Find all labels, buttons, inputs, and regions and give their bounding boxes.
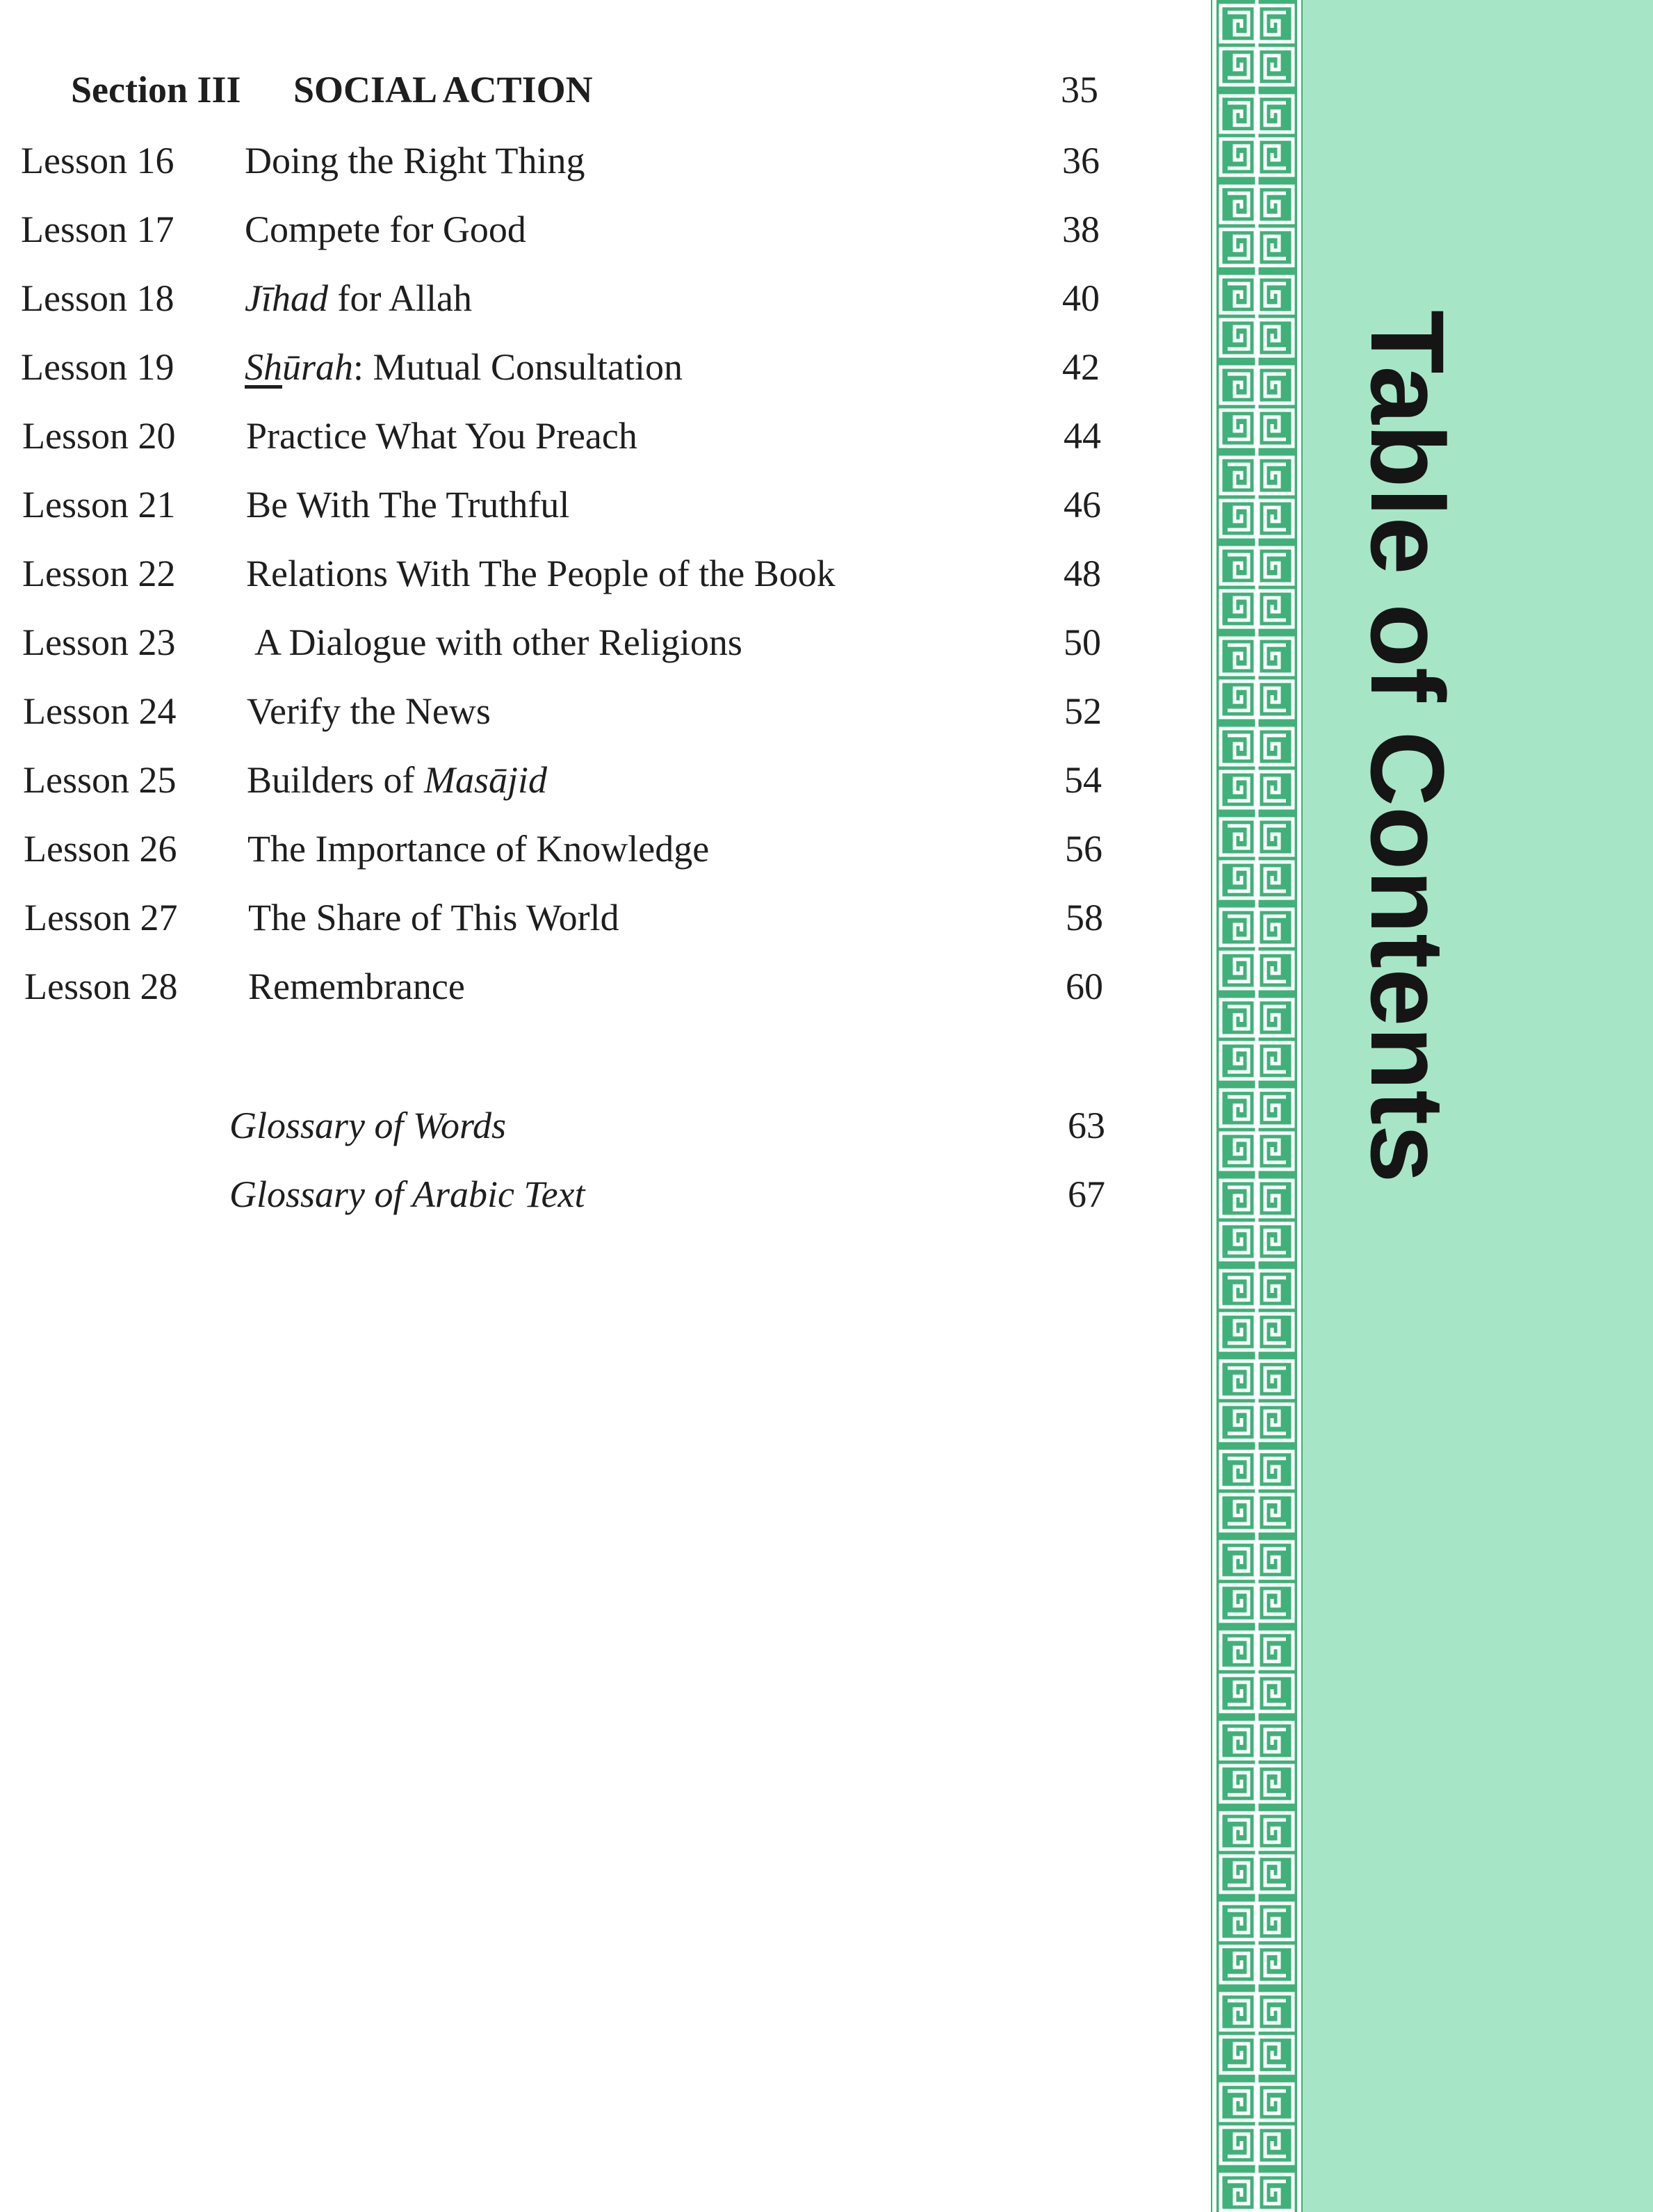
toc-entry-lesson-17[interactable] xyxy=(21,208,1168,257)
lesson-title-underlined: Sh xyxy=(245,346,282,388)
lesson-title xyxy=(247,758,547,802)
lesson-title: Be With The Truthful xyxy=(246,484,570,526)
glossary-title: Glossary of Words xyxy=(229,1105,507,1146)
lesson-title: Compete for Good xyxy=(245,209,526,250)
section-title: SOCIAL ACTION xyxy=(293,69,593,111)
toc-entry-lesson-24[interactable] xyxy=(23,690,1170,738)
glossary-title: Glossary of Arabic Text xyxy=(229,1173,585,1215)
toc-entry-lesson-19[interactable] xyxy=(21,345,1168,394)
toc-entry-glossary-arabic-text[interactable] xyxy=(0,1173,1147,1221)
toc-entry-lesson-27[interactable] xyxy=(24,896,1171,945)
lesson-label: Lesson 21 xyxy=(22,484,176,526)
lesson-title: Verify the News xyxy=(247,690,491,732)
lesson-page-number: 44 xyxy=(1064,415,1101,457)
lesson-page-number: 36 xyxy=(1062,140,1100,181)
lesson-title: The Share of This World xyxy=(248,897,619,938)
lesson-page-number: 60 xyxy=(1066,966,1103,1007)
lesson-label: Lesson 25 xyxy=(23,759,177,801)
vertical-title: Table of Contents xyxy=(1349,310,1466,1183)
lesson-page-number: 48 xyxy=(1064,553,1101,594)
lesson-page-number: 58 xyxy=(1066,897,1103,938)
lesson-label: Lesson 23 xyxy=(22,621,176,663)
glossary-page-number: 67 xyxy=(1068,1173,1105,1215)
lesson-page-number: 52 xyxy=(1064,690,1102,732)
lesson-title: Doing the Right Thing xyxy=(245,140,585,181)
glossary-page-number: 63 xyxy=(1068,1105,1105,1146)
lesson-label: Lesson 22 xyxy=(22,553,176,594)
lesson-title: The Importance of Knowledge xyxy=(247,828,710,870)
lesson-title: Relations With The People of the Book xyxy=(246,553,836,594)
lesson-label: Lesson 19 xyxy=(21,346,174,388)
toc-entry-lesson-25[interactable] xyxy=(23,758,1170,807)
section-header xyxy=(71,68,593,111)
lesson-title-italic: ūrah xyxy=(282,346,354,388)
section-page-number: 35 xyxy=(1061,69,1098,111)
lesson-title-italic: Masājid xyxy=(423,759,547,801)
lesson-page-number: 42 xyxy=(1062,346,1100,388)
toc-entry-lesson-28[interactable] xyxy=(24,965,1171,1014)
lesson-page-number: 46 xyxy=(1064,484,1101,526)
lesson-title-italic: Jīhad xyxy=(245,277,328,319)
toc-entry-glossary-words[interactable] xyxy=(0,1104,1147,1153)
lesson-title xyxy=(245,345,683,389)
lesson-title-rest: Builders of xyxy=(247,759,424,801)
lesson-page-number: 54 xyxy=(1064,759,1102,801)
toc-entry-lesson-20[interactable] xyxy=(22,414,1169,463)
toc-entry-lesson-18[interactable] xyxy=(21,277,1168,325)
lesson-label: Lesson 20 xyxy=(22,415,176,457)
lesson-title-rest: : Mutual Consultation xyxy=(353,346,683,388)
toc-entry-lesson-21[interactable] xyxy=(22,483,1169,532)
decorative-fret-border xyxy=(1211,0,1303,2212)
lesson-label: Lesson 28 xyxy=(24,966,178,1007)
toc-entry-lesson-16[interactable] xyxy=(21,139,1168,188)
lesson-page-number: 56 xyxy=(1065,828,1102,870)
lesson-page-number: 50 xyxy=(1064,621,1101,663)
lesson-page-number: 40 xyxy=(1062,277,1100,319)
lesson-label: Lesson 17 xyxy=(21,209,174,250)
toc-entry-lesson-26[interactable] xyxy=(24,827,1171,876)
lesson-title: Practice What You Preach xyxy=(246,415,637,457)
toc-entry-lesson-23[interactable] xyxy=(22,621,1169,669)
lesson-title-rest: for Allah xyxy=(327,277,472,319)
toc-entry-lesson-22[interactable] xyxy=(22,552,1169,601)
lesson-title: A Dialogue with other Religions xyxy=(254,621,742,663)
section-label: Section III xyxy=(71,69,241,111)
lesson-title: Remembrance xyxy=(248,966,465,1007)
fret-pattern-icon xyxy=(1211,0,1303,2212)
lesson-label: Lesson 16 xyxy=(21,140,174,181)
lesson-label: Lesson 24 xyxy=(23,690,177,732)
lesson-page-number: 38 xyxy=(1062,209,1100,250)
lesson-label: Lesson 27 xyxy=(24,897,178,938)
lesson-title xyxy=(245,277,472,320)
lesson-label: Lesson 26 xyxy=(24,828,177,870)
lesson-label: Lesson 18 xyxy=(21,277,174,319)
